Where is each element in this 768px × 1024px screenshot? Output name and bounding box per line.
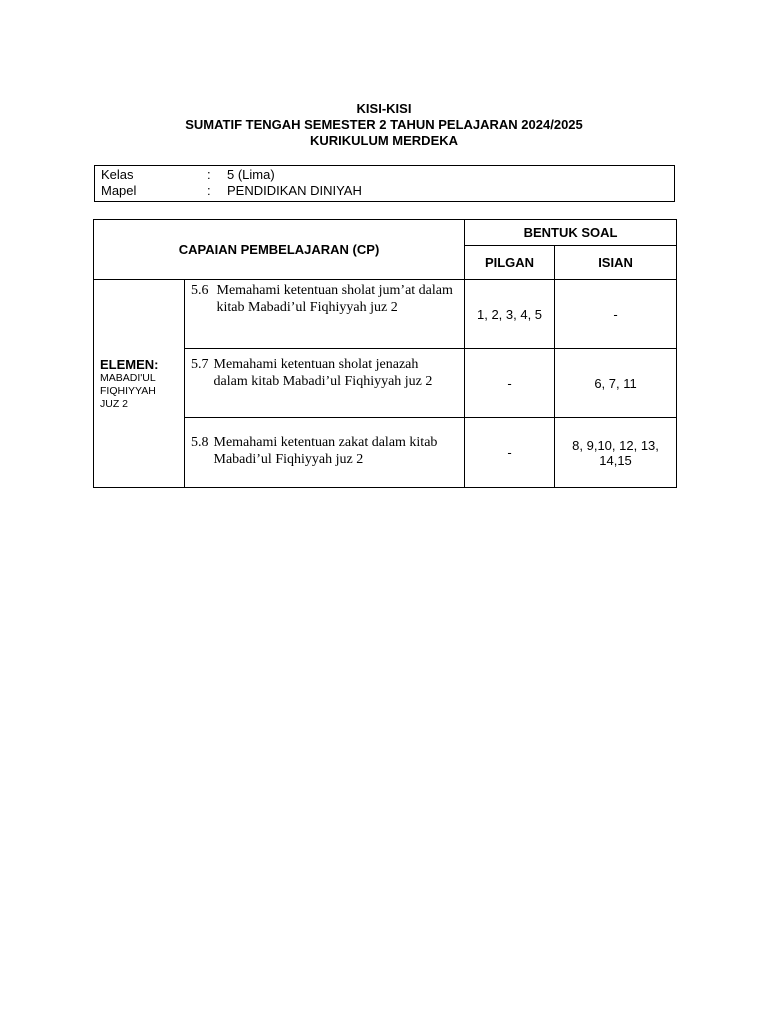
isian-cell: - [555, 280, 677, 349]
info-row-kelas [101, 167, 668, 183]
cp-code: 5.7 [191, 357, 209, 372]
isian-cell: 8, 9,10, 12, 13, 14,15 [555, 418, 677, 488]
document-header [0, 101, 768, 149]
cp-cell [185, 280, 465, 349]
title-line-1: KISI-KISI [356, 101, 412, 116]
info-box [94, 165, 675, 202]
cp-text: Memahami ketentuan sholat jenazah dalam kitab Mabadi’ul Fiqhiyyah juz 2 [213, 357, 433, 389]
cp-code: 5.8 [191, 435, 209, 450]
info-label: Kelas [101, 167, 134, 182]
table-row [94, 280, 677, 349]
info-value: PENDIDIKAN DINIYAH [227, 183, 362, 198]
cp-item [185, 418, 464, 468]
cp-text: Memahami ketentuan sholat jum’at dalam kitab Mabadi’ul Fiqhiyyah juz 2 [216, 283, 453, 315]
info-separator: : [207, 183, 211, 198]
elemen-cell [94, 280, 185, 488]
cp-text: Memahami ketentuan zakat dalam kitab Mabadi’ul Fiqhiyyah juz 2 [213, 435, 438, 467]
info-row-mapel [101, 183, 668, 199]
cp-item [185, 349, 464, 390]
elemen-subtitle: MABADI'UL FIQHIYYAH JUZ 2 [100, 371, 156, 410]
title-line-3: KURIKULUM MERDEKA [309, 133, 459, 148]
pilgan-cell: 1, 2, 3, 4, 5 [465, 280, 555, 349]
elemen-title: ELEMEN: [100, 356, 159, 372]
isian-header: ISIAN [555, 246, 677, 280]
kisi-table [93, 219, 677, 488]
cp-cell [185, 349, 465, 418]
cp-cell [185, 418, 465, 488]
isian-cell: 6, 7, 11 [555, 349, 677, 418]
bentuk-soal-header: BENTUK SOAL [465, 220, 677, 246]
pilgan-cell: - [465, 418, 555, 488]
table-header-row [94, 220, 677, 246]
info-label: Mapel [101, 183, 137, 198]
info-value: 5 (Lima) [227, 167, 275, 182]
info-separator: : [207, 167, 211, 182]
cp-code: 5.6 [191, 283, 209, 298]
cp-header: CAPAIAN PEMBELAJARAN (CP) [94, 220, 465, 280]
pilgan-cell: - [465, 349, 555, 418]
pilgan-header: PILGAN [465, 246, 555, 280]
title-line-2: SUMATIF TENGAH SEMESTER 2 TAHUN PELAJARAN 2024/2025 [185, 117, 583, 132]
cp-item [185, 280, 464, 316]
